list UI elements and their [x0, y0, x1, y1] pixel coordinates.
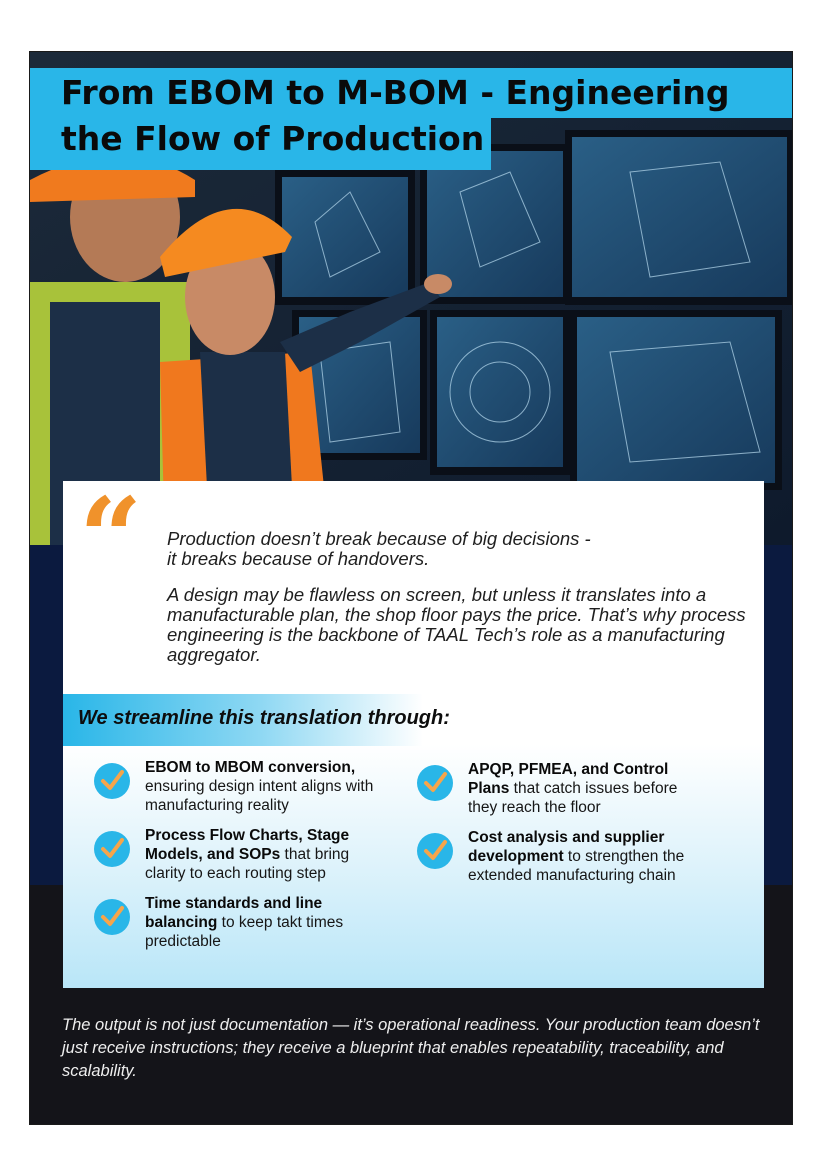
item-title: APQP, PFMEA, and Control Plans [468, 761, 669, 797]
content-card [63, 473, 764, 988]
check-circle-icon [93, 762, 131, 800]
monitor-wall [275, 130, 793, 490]
footer-text: The output is not just documentation — it’s operational readiness. Your production team doesn’t just receive instructions; they receive a blueprint that enables repeatability, traceability, and scalability. [62, 1016, 760, 1080]
poster [29, 51, 793, 1125]
check-circle-icon [93, 898, 131, 936]
item-desc: ensuring design intent aligns with manufacturing reality [145, 778, 374, 814]
check-circle-icon [93, 830, 131, 868]
streamline-heading: We streamline this translation through: [63, 694, 423, 746]
quote-paragraph: A design may be flawless on screen, but unless it translates into a manufacturable plan, the shop floor pays the price. That’s why process engineering is the backbone of TAAL Tech’s role as a manufacturing aggregator. [167, 584, 746, 665]
item-title: EBOM to MBOM conversion, [145, 759, 356, 776]
quote-mark-icon: “ [79, 473, 143, 602]
quote-line-2: it breaks because of handovers. [167, 548, 430, 569]
quote-line-1: Production doesn’t break because of big decisions - [167, 528, 591, 549]
page-title-line-2: the Flow of Production [30, 114, 491, 170]
item-desc: to strengthen the extended manufacturing chain [468, 848, 685, 884]
item-desc: that catch issues before they reach the floor [468, 780, 678, 816]
check-circle-icon [416, 832, 454, 870]
quote-lead [167, 529, 747, 569]
item-desc: that bring clarity to each routing step [145, 846, 350, 882]
page-title-line-1: From EBOM to M-BOM - Engineering [30, 68, 793, 118]
item-title: Cost analysis and supplier development [468, 829, 665, 865]
item-desc: to keep takt times predictable [145, 914, 344, 950]
item-title: Process Flow Charts, Stage Models, and SOPs [145, 827, 350, 863]
check-circle-icon [416, 764, 454, 802]
item-title: Time standards and line balancing [145, 895, 323, 931]
